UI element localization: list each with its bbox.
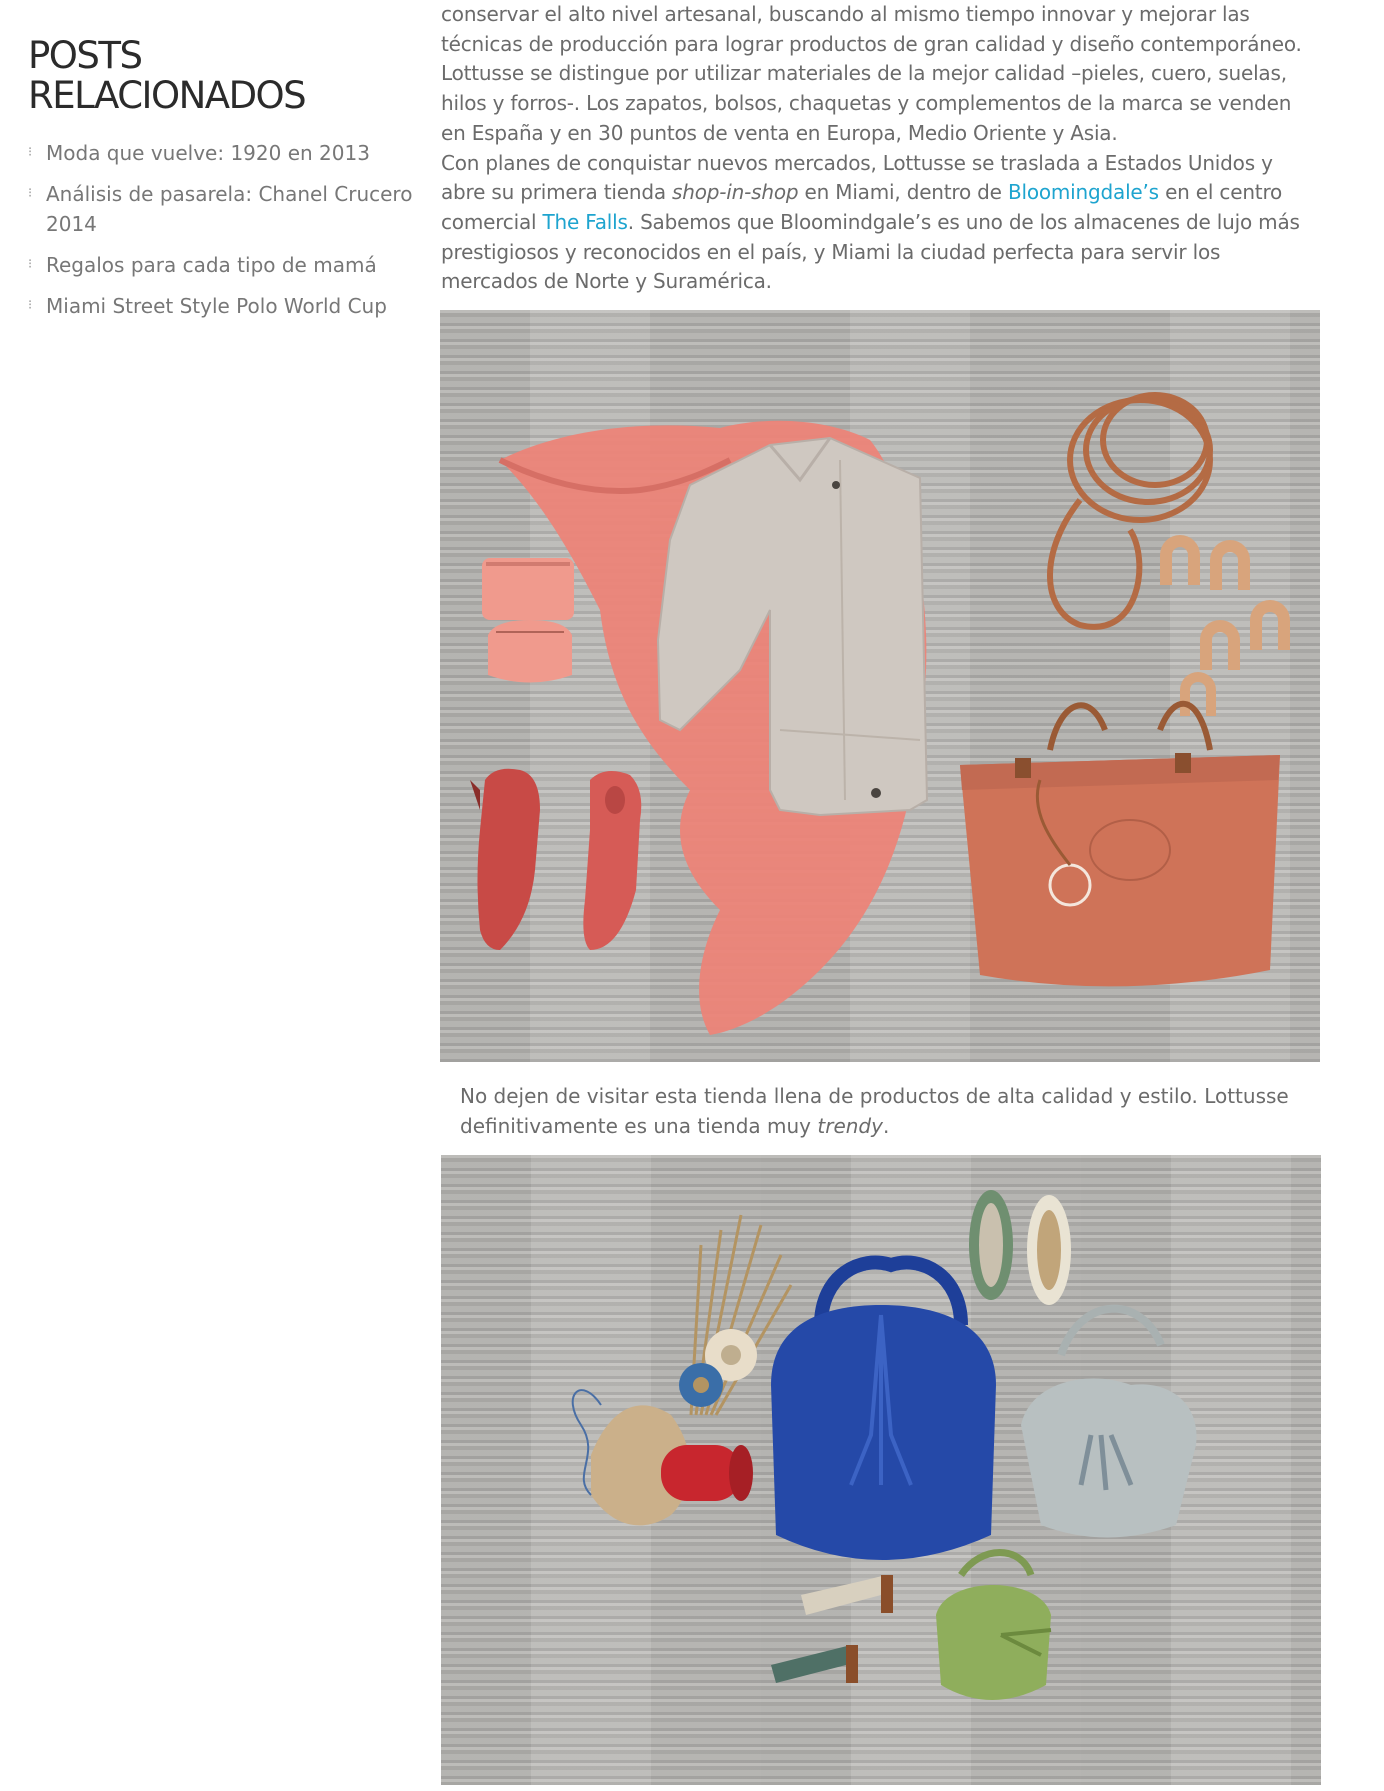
related-posts-list [28,138,418,321]
article-caption [460,1081,1320,1141]
text-run: . Sabemos que Bloomindgale’s es uno de los almacenes de lujo más prestigiosos y reconocidos en el país, y Miami la ciudad perfecta para servir los mercados de Norte y Suramérica. [441,209,1300,294]
text-emphasis: trendy [817,1114,883,1138]
product-photo-1-drawing [440,310,1320,1062]
bullet-icon: ⁝ [28,145,33,160]
article-paragraph: Lottusse se distingue por utilizar materiales de la mejor calidad –pieles, cuero, suelas, hilos y forros-. Los zapatos, bolsos, chaquetas y complementos de la marca se venden en España y en 30 puntos de venta en Europa, Medio Oriente y Asia. [441,61,1292,145]
article-paragraph [441,149,1321,298]
bullet-icon: ⁝ [28,298,33,313]
text-emphasis: shop-in-shop [672,180,799,205]
text-run: en Miami, dentro de [798,180,1008,205]
text-run: Con planes de conquistar nuevos mercados, Lottusse se traslada a Estados Unidos y abre su primera tienda [441,150,1273,205]
article-body [441,0,1321,297]
product-photo-1 [440,310,1320,1062]
related-post-link[interactable]: Análisis de pasarela: Chanel Crucero 2014 [46,182,413,236]
related-post-link[interactable]: Miami Street Style Polo World Cup [46,294,387,318]
bloomingdales-link[interactable]: Bloomingdale’s [1007,180,1159,205]
bullet-icon: ⁝ [28,257,33,272]
product-photo-2 [441,1155,1321,1785]
bullet-icon: ⁝ [28,186,33,201]
related-post-item [28,250,418,280]
text-run: No dejen de visitar esta tienda llena de productos de alta calidad y estilo. Lottusse definitivamente es una tienda muy [460,1084,1289,1138]
related-post-link[interactable]: Regalos para cada tipo de mamá [46,253,377,277]
the-falls-link[interactable]: The Falls [542,209,628,234]
related-post-item [28,179,418,239]
text-run: en el centro comercial [441,180,1283,234]
article-paragraph: conservar el alto nivel artesanal, buscando al mismo tiempo innovar y mejorar las técnicas de producción para lograr productos de gran calidad y diseño contemporáneo. [441,2,1302,56]
product-photo-2-drawing [441,1155,1321,1785]
text-run: . [882,1114,890,1138]
related-post-link[interactable]: Moda que vuelve: 1920 en 2013 [46,141,370,165]
related-post-item [28,138,418,168]
related-posts-heading: POSTS RELACIONADOS [28,34,306,117]
related-posts-sidebar [28,36,418,332]
related-post-item [28,291,418,321]
